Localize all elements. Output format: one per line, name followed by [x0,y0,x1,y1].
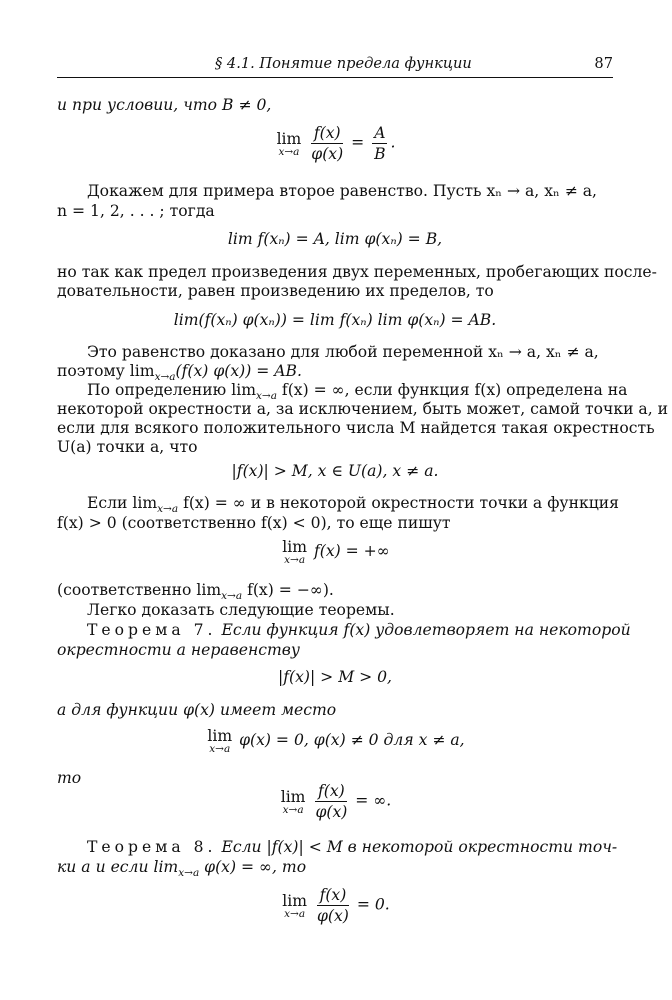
header-title: § 4.1. Понятие предела функции [215,55,472,72]
text-line: f(x) > 0 (соответственно f(x) < 0), то еще пишут [57,514,451,532]
text-line: если для всякого положительного числа M найдется такая окрестность [57,419,655,437]
formula-product-limit: lim(f(xₙ) φ(xₙ)) = lim f(xₙ) lim φ(xₙ) = AB. [173,311,497,329]
lim-sub: x→a [282,803,304,816]
text-line: ки a и если $\lim_{x\to a} \varphi(x)$ = ∞, то [57,858,307,879]
fraction-denominator: φ(x) [316,907,349,925]
lim-sub: x→a [178,867,200,879]
lim-sub: x→a [284,907,306,920]
fraction-numerator: f(x) [317,886,349,906]
text-line: и при условии, что B ≠ 0, [57,96,272,114]
formula-plus-infinity: lim x→a f(x) = +∞ [282,538,390,566]
fraction-denominator: B [374,145,386,163]
formula-inequality: |f(x)| > M > 0, [277,668,393,686]
lim-sub: x→a [157,503,179,515]
formula-ratio-zero: lim x→a $\frac{f(x)}{\varphi(x)}$ = 0. [282,886,390,925]
text-line: Это равенство доказано для любой переменной xₙ → a, xₙ ≠ a, [87,343,599,361]
text-line: Легко доказать следующие теоремы. [87,601,395,619]
formula-definition-infinity: |f(x)| > M, x ∈ U(a), x ≠ a. [231,462,439,480]
theorem-label: Теорема 8. [87,838,217,856]
text-line: поэтому $\lim_{x\to a}(f(x) \varphi(x))$ = AB. [57,362,302,383]
text-line: а для функции φ(x) имеет место [57,701,337,719]
fraction-denominator: φ(x) [315,803,348,821]
text-line: U(a) точки a, что [57,438,198,456]
lim-word: lim [282,538,307,556]
theorem-8-heading: Теорема 8. Если |f(x)| < M в некоторой окрестности точ- [87,838,618,856]
text-line: n = 1, 2, . . . ; тогда [57,202,215,220]
text-line: но так как предел произведения двух переменных, пробегающих после- [57,263,657,281]
running-header [57,55,613,78]
fraction-numerator: f(x) [311,124,343,144]
theorem-label: Теорема 7. [87,621,217,639]
text-line: довательности, равен произведению их пределов, то [57,282,494,300]
lim-word: lim [280,787,306,806]
formula-ratio-infinity: lim x→a $\frac{f(x)}{\varphi(x)}$ = ∞. [280,782,392,821]
lim-sub: x→a [284,554,306,566]
book-page [57,0,669,1000]
lim-sub: x→a [255,390,277,402]
equals-sign: = [351,133,365,152]
lim-sub: x→a [278,145,300,158]
text-line: некоторой окрестности a, за исключением, быть может, самой точки a, и [57,400,669,418]
fraction-numerator: A [374,124,386,142]
text-line: Докажем для примера второе равенство. Пусть xₙ → a, xₙ ≠ a, [87,182,597,200]
page-number: 87 [594,55,613,72]
formula-phi-limit: lim x→a φ(x) = 0, φ(x) ≠ 0 для x ≠ a, [207,727,465,755]
period: . [390,133,396,152]
lim-word: lim [276,129,302,148]
lim-sub: x→a [221,590,243,602]
lim-word: lim [207,727,233,745]
theorem-7-heading: Теорема 7. Если функция f(x) удовлетворяет на некоторой [87,621,631,639]
fraction-numerator: f(x) [315,782,347,802]
lim-sub: x→a [154,371,176,383]
text-line: По определению $\lim_{x\to a} f(x)$ = ∞, если функция f(x) определена на [87,381,628,402]
lim-sub: x→a [209,743,231,755]
fraction-denominator: φ(x) [311,145,344,163]
text-line: окрестности a неравенству [57,641,300,659]
lim-word: lim [282,891,308,910]
text-line: (соответственно $\lim_{x\to a} f(x)$ = −∞). [57,581,334,602]
text-line: то [57,769,82,787]
formula-limit-ratio [57,124,613,163]
formula-sequence-limits: lim f(xₙ) = A, lim φ(xₙ) = B, [227,230,443,248]
text-line: Если $\lim_{x\to a} f(x)$ = ∞ и в некоторой окрестности точки a функция [87,494,619,515]
